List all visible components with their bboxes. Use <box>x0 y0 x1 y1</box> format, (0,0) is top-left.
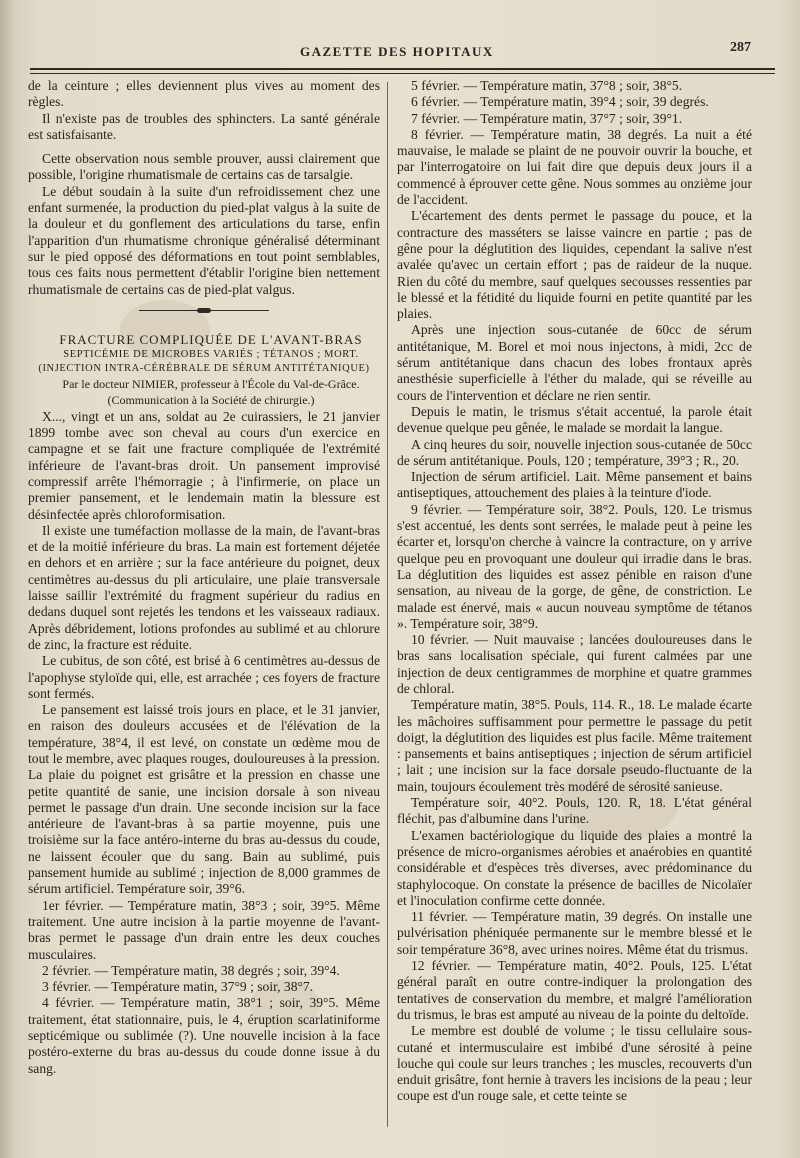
left-column <box>28 78 380 1077</box>
paragraph: 11 février. — Température matin, 39 degrés. On installe une pulvérisation phéniquée permanente sur le membre blessé et le soir température 36°8, avec urines noires. Même état du trismus. <box>397 909 752 957</box>
paragraph: 9 février. — Température soir, 38°2. Pouls, 120. Le trismus s'est accentué, les dents sont serrées, le malade peut à peine les écarter et, lorsqu'on cherche à vaincre la contracture, on y arrive quelque peu en provoquant une douleur qui irradie dans le bras. La déglutition des liquides est assez pénible en raison d'une sensation, au niveau de la gorge, de gêne, de constriction. Le malade est énervé, mais « aucun nouveau symptôme de tétanos ». Température soir, 38°9. <box>397 501 752 631</box>
paragraph: Le pansement est laissé trois jours en place, et le 31 janvier, en raison des douleurs accusées et de l'élévation de la température, 38°4, il est levé, on constate un œdème mou de tout le membre, avec plaques rouges, douloureuses à la pression. La plaie du poignet est grisâtre et la pression en chasse une petite quantité de sanie, une incision dorsale à son niveau permet le passage d'un drain. Une seconde incision sur la face antérieure de l'avant-bras à sa partie moyenne, puis une troisième sur la face antéro-interne du bras au-dessus du coude, ne laissent écouler que du sang. Bain au sublimé, puis pansement humide au sublimé ; injection de 8,000 grammes de sérum artificiel. Température soir, 39°6. <box>28 702 380 897</box>
article-author: Par le docteur NIMIER, professeur à l'École du Val-de-Grâce. <box>62 377 360 392</box>
paragraph: de la ceinture ; elles deviennent plus vives au moment des règles. <box>28 78 380 110</box>
paragraph: 6 février. — Température matin, 39°4 ; soir, 39 degrés. <box>411 94 709 110</box>
header-rule <box>30 68 775 70</box>
paragraph: Injection de sérum artificiel. Lait. Même pansement et bains antiseptiques, attouchement des plaies à la teinture d'iode. <box>397 469 752 501</box>
paragraph: 8 février. — Température matin, 38 degrés. La nuit a été mauvaise, le malade se plaint de ne pouvoir ouvrir la bouche, et par l'interrogatoire on lui fait dire que depuis deux jours il a commencé à éprouver cette gêne. Nous sommes au onzième jour de l'accident. <box>397 126 752 208</box>
section-divider <box>139 308 269 314</box>
paragraph: 3 février. — Température matin, 37°9 ; soir, 38°7. <box>42 979 314 995</box>
paragraph: X..., vingt et un ans, soldat au 2e cuirassiers, le 21 janvier 1899 tombe avec son cheval au cours d'un exercice en campagne et se fait une fracture compliquée de l'extrémité inférieure de l'avant-bras droit. Un pansement improvisé compressif arrête l'hémorragie ; à l'infirmerie, on place un premier pansement, et le lendemain matin la blessure est désinfectée après chloroformisation. <box>28 408 380 522</box>
paragraph: Le membre est doublé de volume ; le tissu cellulaire sous-cutané et intermusculaire est imbibé d'une sérosité à peine louche qui coule sur leurs tranches ; les muscles, recouverts d'un enduit grisâtre, font hernie à travers les incisions de la peau ; leur coupe est d'un rouge sale, et cette teinte se <box>397 1023 752 1104</box>
paragraph: Il existe une tuméfaction mollasse de la main, de l'avant-bras et de la moitié inférieure du bras. La main est fortement déjetée en dehors et en arrière ; sur la face antérieure du poignet, deux centimètres au-dessus du pli articulaire, une plaie transversale laisse saillir l'extrémité du fragment supérieur du radius en dedans duquel sont rejetés les tendons et les vaisseaux radiaux. Après débridement, lotions profondes au sublimé et au chlorure de zinc, la fracture est réduite. <box>28 522 380 652</box>
paragraph: 10 février. — Nuit mauvaise ; lancées douloureuses dans le bras sans localisation spéciale, qui furent calmées par une injection de deux centigrammes de morphine et quatre grammes de chloral. <box>397 632 752 696</box>
paragraph: L'écartement des dents permet le passage du pouce, et la contracture des masséters se laisse vaincre en partie ; pas de gêne pour la déglutition des liquides, cependant la salive n'est avalée qu'avec un certain effort ; pas de raideur de la nuque. Rien du côté du membre, sauf quelques secousses ressenties par le blessé et la fétidité du liquide fourni en petite quantité par les plaies. <box>397 208 752 322</box>
paragraph: Le début soudain à la suite d'un refroidissement chez une enfant surmenée, la production du pied-plat valgus à la suite de la douleur et du gonflement des articulations du tarse, enfin l'apparition d'un rhumatisme chronique généralisé déterminant sur le pied opposé des déformations en tout point semblables, tous ces faits nous permettent d'établir l'origine bien nettement rhumatismale de certains cas de pied-plat valgus. <box>28 183 380 297</box>
paragraph: 7 février. — Température matin, 37°7 ; soir, 39°1. <box>411 110 683 126</box>
paragraph: 1er février. — Température matin, 38°3 ; soir, 39°5. Même traitement. Une autre incision à la partie moyenne de l'avant-bras permet le passage d'un drain entre les deux couches musculaires. <box>28 897 380 962</box>
column-divider <box>387 82 388 1127</box>
paragraph: Température matin, 38°5. Pouls, 114. R., 18. Le malade écarte les mâchoires suffisamment pour permettre le passage du petit doigt, la déglutition des liquides est plus facile. Même traitement : pansements et bains antiseptiques ; injection de sérum artificiel ; lait ; une incision sur la face dorsale pseudo-fluctuante de la main, toujours écoulement très modéré de sérosité sanieuse. <box>397 697 752 794</box>
paragraph: Depuis le matin, le trismus s'était accentué, la parole était devenue quelque peu gênée, le malade se mordait la langue. <box>397 403 752 436</box>
paragraph: L'examen bactériologique du liquide des plaies a montré la présence de micro-organismes aérobies et anaérobies en quantité considérable et d'espèces très diverses, avec prédominance du staphylocoque. On constate la présence de bacilles de Nicolaïer et l'inoculation confirme cette donnée. <box>397 827 752 908</box>
paragraph: Le cubitus, de son côté, est brisé à 6 centimètres au-dessus de l'apophyse styloïde qui, elle, est arrachée ; ces foyers de fracture sont fermés. <box>28 653 380 701</box>
article-communication: (Communication à la Société de chirurgie.) <box>107 393 315 408</box>
running-title: GAZETTE DES HOPITAUX <box>300 44 494 59</box>
paragraph: Il n'existe pas de troubles des sphincters. La santé générale est satisfaisante. <box>28 110 380 142</box>
paragraph: Cette observation nous semble prouver, aussi clairement que possible, l'origine rhumatismale de certains cas de tarsalgie. <box>28 151 380 183</box>
page-header <box>0 40 800 66</box>
paragraph: 4 février. — Température matin, 38°1 ; soir, 39°5. Même traitement, état stationnaire, puis, le 4, éruption scarlatiniforme septicémique ou sublimée (?). Une nouvelle incision à la face postéro-externe du bras au-dessus du coude donne issue à du sang. <box>28 995 380 1076</box>
paragraph: A cinq heures du soir, nouvelle injection sous-cutanée de 50cc de sérum antitétanique. Pouls, 120 ; température, 39°3 ; R., 20. <box>397 436 752 468</box>
paragraph: Après une injection sous-cutanée de 60cc de sérum antitétanique, M. Borel et moi nous injectons, à midi, 2cc de sérum antitétanique dans chacun des lobes frontaux après anesthésie superficielle à l'éther du malade, qui se réveille au cours de l'intervention et déclare ne rien sentir. <box>397 322 752 403</box>
header-rule-thin <box>30 73 775 74</box>
right-column <box>397 78 752 1105</box>
paragraph: 5 février. — Température matin, 37°8 ; soir, 38°5. <box>411 78 683 93</box>
article-subtitle: SEPTICÉMIE DE MICROBES VARIÉS ; TÉTANOS ; MORT. (INJECTION INTRA-CÉRÉBRALE DE SÉRUM ANTITÉTANIQUE) <box>38 349 370 375</box>
page-number: 287 <box>730 40 751 55</box>
paragraph: 2 février. — Température matin, 38 degrés ; soir, 39°4. <box>42 962 340 978</box>
article-title: FRACTURE COMPLIQUÉE DE L'AVANT-BRAS <box>59 331 363 347</box>
paragraph: Température soir, 40°2. Pouls, 120. R, 18. L'état général fléchit, pas d'albumine dans l'urine. <box>397 795 752 827</box>
paragraph: 12 février. — Température matin, 40°2. Pouls, 125. L'état général paraît en outre contre-indiquer la prolongation des tentatives de conservation du membre, et malgré l'amélioration du trismus, le bras est amputé au niveau de la pointe du deltoïde. <box>397 958 752 1022</box>
